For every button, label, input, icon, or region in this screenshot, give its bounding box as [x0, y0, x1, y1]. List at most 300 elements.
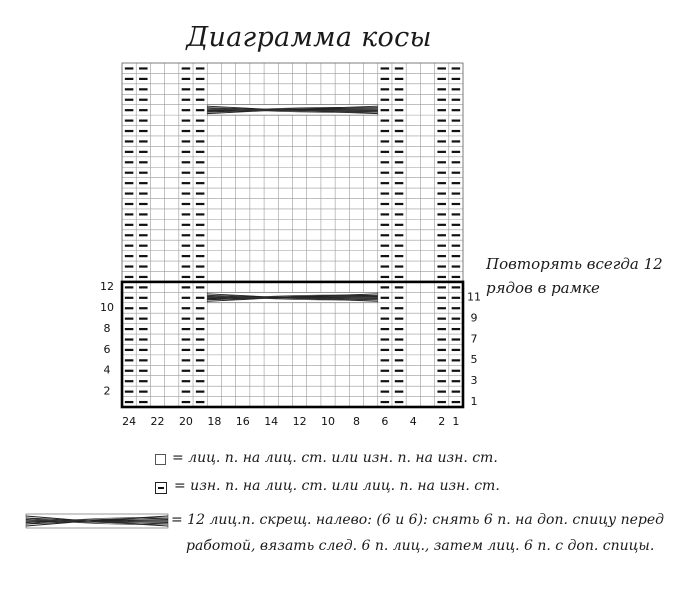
purl-dash — [452, 276, 461, 278]
purl-dash — [437, 401, 446, 403]
purl-dash — [139, 192, 148, 194]
row-number-label-left: 4 — [103, 363, 111, 377]
purl-dash — [125, 140, 134, 142]
purl-dash — [139, 255, 148, 257]
purl-dash — [452, 192, 461, 194]
purl-dash — [196, 151, 205, 153]
purl-dash — [139, 203, 148, 205]
purl-dash — [381, 380, 390, 382]
purl-dash — [125, 67, 134, 69]
purl-dash — [182, 203, 191, 205]
purl-dash — [196, 119, 205, 121]
purl-dash — [381, 286, 390, 288]
purl-dash — [196, 255, 205, 257]
purl-dash — [139, 172, 148, 174]
purl-dash — [182, 255, 191, 257]
purl-dash — [196, 234, 205, 236]
purl-dash — [125, 307, 134, 309]
purl-dash — [125, 192, 134, 194]
purl-dash — [395, 401, 404, 403]
purl-dash — [196, 140, 205, 142]
purl-dash — [437, 182, 446, 184]
purl-dash — [452, 401, 461, 403]
purl-dash — [125, 370, 134, 372]
column-number-label: 24 — [122, 415, 137, 428]
purl-dash — [196, 297, 205, 299]
purl-dash — [196, 224, 205, 226]
purl-dash — [182, 88, 191, 90]
purl-dash — [182, 359, 191, 361]
purl-dash — [452, 349, 461, 351]
purl-dash — [437, 213, 446, 215]
purl-dash — [139, 213, 148, 215]
purl-dash — [395, 203, 404, 205]
cable-crossing — [207, 292, 378, 302]
purl-dash — [395, 182, 404, 184]
purl-dash — [381, 67, 390, 69]
purl-dash — [452, 182, 461, 184]
purl-dash — [452, 151, 461, 153]
purl-dash — [139, 130, 148, 132]
cable-crossing — [207, 105, 378, 115]
purl-dash — [437, 328, 446, 330]
purl-dash — [381, 245, 390, 247]
purl-dash — [125, 359, 134, 361]
purl-dash — [381, 109, 390, 111]
column-number-label: 22 — [150, 415, 165, 428]
purl-dash — [125, 401, 134, 403]
legend-cable-symbol — [26, 514, 168, 528]
purl-dash — [139, 140, 148, 142]
purl-dash — [437, 234, 446, 236]
purl-dash — [395, 328, 404, 330]
purl-dash — [381, 255, 390, 257]
purl-dash — [139, 307, 148, 309]
purl-dash — [437, 307, 446, 309]
purl-dash — [395, 234, 404, 236]
purl-dash — [437, 203, 446, 205]
purl-dash — [452, 307, 461, 309]
purl-dash — [125, 224, 134, 226]
purl-dash — [395, 78, 404, 80]
purl-dash — [437, 172, 446, 174]
purl-dash — [139, 119, 148, 121]
purl-dash — [182, 234, 191, 236]
purl-dash — [395, 172, 404, 174]
purl-dash — [437, 286, 446, 288]
purl-dash — [196, 161, 205, 163]
purl-dash — [395, 286, 404, 288]
purl-dash — [139, 359, 148, 361]
purl-dash — [437, 359, 446, 361]
purl-dash — [381, 140, 390, 142]
purl-dash — [125, 172, 134, 174]
purl-dash — [196, 78, 205, 80]
row-number-label-left: 12 — [100, 280, 114, 294]
purl-dash — [395, 255, 404, 257]
purl-dash — [139, 88, 148, 90]
purl-dash — [139, 224, 148, 226]
purl-dash — [395, 307, 404, 309]
purl-dash — [139, 182, 148, 184]
purl-dash — [452, 370, 461, 372]
purl-dash — [452, 380, 461, 382]
legend-purl-text: = изн. п. на лиц. ст. или лиц. п. на изн. ст. — [174, 478, 500, 494]
purl-dash — [182, 78, 191, 80]
purl-dash — [437, 245, 446, 247]
purl-dash — [437, 380, 446, 382]
purl-dash — [196, 88, 205, 90]
purl-dash — [125, 119, 134, 121]
purl-dash — [182, 119, 191, 121]
purl-dash — [182, 245, 191, 247]
purl-dash — [196, 130, 205, 132]
purl-dash — [196, 401, 205, 403]
purl-dash — [196, 213, 205, 215]
purl-dash — [395, 359, 404, 361]
purl-dash — [196, 203, 205, 205]
row-number-label-right: 7 — [470, 332, 478, 346]
purl-dash — [437, 67, 446, 69]
purl-dash — [196, 286, 205, 288]
purl-dash — [381, 78, 390, 80]
purl-dash — [182, 213, 191, 215]
purl-dash — [125, 328, 134, 330]
purl-dash — [452, 245, 461, 247]
purl-dash — [452, 67, 461, 69]
purl-dash — [395, 88, 404, 90]
row-number-label-right: 1 — [470, 394, 478, 408]
legend-purl-symbol — [155, 482, 167, 494]
purl-dash — [437, 338, 446, 340]
purl-dash — [139, 349, 148, 351]
column-number-label: 12 — [292, 415, 307, 428]
column-number-label: 10 — [321, 415, 336, 428]
purl-dash — [452, 234, 461, 236]
purl-dash — [381, 370, 390, 372]
purl-dash — [182, 380, 191, 382]
purl-dash — [437, 318, 446, 320]
purl-dash — [196, 370, 205, 372]
purl-dash — [125, 161, 134, 163]
purl-dash — [437, 119, 446, 121]
purl-dash — [452, 213, 461, 215]
purl-dash — [437, 151, 446, 153]
purl-dash — [452, 286, 461, 288]
purl-dash — [196, 328, 205, 330]
purl-dash — [196, 307, 205, 309]
purl-dash — [452, 78, 461, 80]
row-number-label-left: 10 — [100, 301, 114, 315]
purl-dash — [452, 255, 461, 257]
purl-dash — [182, 307, 191, 309]
purl-dash — [395, 318, 404, 320]
purl-dash — [395, 192, 404, 194]
purl-dash — [139, 328, 148, 330]
purl-dash — [182, 391, 191, 393]
purl-dash — [125, 109, 134, 111]
purl-dash — [139, 151, 148, 153]
purl-dash — [437, 192, 446, 194]
purl-dash — [395, 349, 404, 351]
purl-dash — [196, 359, 205, 361]
row-number-label-right: 9 — [470, 311, 478, 325]
purl-dash — [196, 109, 205, 111]
purl-dash — [182, 224, 191, 226]
purl-dash — [437, 265, 446, 267]
purl-dash — [125, 151, 134, 153]
purl-dash — [395, 338, 404, 340]
purl-dash — [381, 338, 390, 340]
purl-dash — [452, 203, 461, 205]
purl-dash — [395, 297, 404, 299]
purl-dash — [125, 297, 134, 299]
purl-dash — [125, 318, 134, 320]
purl-dash — [452, 391, 461, 393]
purl-dash — [395, 265, 404, 267]
repeat-note-line-1: Повторять всегда 12 — [486, 255, 663, 273]
purl-dash — [182, 182, 191, 184]
purl-dash — [395, 370, 404, 372]
purl-dash — [381, 213, 390, 215]
column-number-label: 14 — [264, 415, 279, 428]
purl-dash — [196, 265, 205, 267]
purl-dash — [395, 67, 404, 69]
column-number-label: 1 — [452, 415, 460, 428]
purl-dash — [452, 328, 461, 330]
column-number-label: 4 — [409, 415, 417, 428]
purl-dash — [139, 318, 148, 320]
purl-dash — [452, 130, 461, 132]
purl-dash — [139, 99, 148, 101]
purl-dash — [452, 224, 461, 226]
purl-dash — [125, 265, 134, 267]
purl-dash — [182, 370, 191, 372]
purl-dash — [437, 99, 446, 101]
purl-dash — [125, 338, 134, 340]
purl-dash — [182, 338, 191, 340]
purl-dash — [452, 161, 461, 163]
purl-dash — [381, 182, 390, 184]
purl-dash — [196, 391, 205, 393]
purl-dash — [182, 151, 191, 153]
purl-dash — [196, 99, 205, 101]
purl-dash — [381, 307, 390, 309]
purl-dash — [139, 380, 148, 382]
purl-dash — [196, 338, 205, 340]
purl-dash — [125, 349, 134, 351]
purl-dash — [125, 245, 134, 247]
diagram-title: Диаграмма косы — [186, 22, 432, 53]
purl-dash — [182, 349, 191, 351]
purl-dash — [139, 161, 148, 163]
purl-dash — [381, 328, 390, 330]
purl-dash — [182, 297, 191, 299]
legend-cable-text-line-1: = 12 лиц.п. скрещ. налево: (6 и 6): снять 6 п. на доп. спицу перед — [171, 512, 665, 528]
column-number-label: 16 — [235, 415, 250, 428]
purl-dash — [395, 213, 404, 215]
purl-dash — [139, 338, 148, 340]
legend-cable-text-line-2: работой, вязать след. 6 п. лиц., затем лиц. 6 п. с доп. спицы. — [186, 538, 655, 554]
purl-dash — [139, 78, 148, 80]
purl-dash — [381, 297, 390, 299]
purl-dash — [395, 276, 404, 278]
purl-dash — [196, 245, 205, 247]
purl-dash — [182, 161, 191, 163]
purl-dash — [381, 203, 390, 205]
purl-dash — [182, 192, 191, 194]
purl-dash — [452, 109, 461, 111]
purl-dash — [395, 380, 404, 382]
purl-dash — [139, 370, 148, 372]
row-number-label-left: 8 — [103, 321, 111, 335]
purl-dash — [452, 140, 461, 142]
purl-dash — [452, 88, 461, 90]
purl-dash — [139, 297, 148, 299]
purl-dash — [182, 318, 191, 320]
purl-dash — [452, 359, 461, 361]
purl-dash — [452, 318, 461, 320]
purl-dash — [381, 130, 390, 132]
purl-dash — [139, 401, 148, 403]
purl-dash — [196, 318, 205, 320]
purl-dash — [125, 78, 134, 80]
purl-dash — [139, 109, 148, 111]
column-number-label: 6 — [381, 415, 389, 428]
purl-dash — [125, 99, 134, 101]
purl-dash — [437, 88, 446, 90]
purl-dash — [196, 192, 205, 194]
purl-dash — [381, 265, 390, 267]
purl-dash — [452, 119, 461, 121]
purl-dash — [395, 140, 404, 142]
purl-dash — [437, 161, 446, 163]
purl-dash — [437, 224, 446, 226]
purl-dash — [437, 349, 446, 351]
row-number-label-right: 11 — [467, 290, 481, 304]
purl-dash — [139, 265, 148, 267]
purl-dash — [381, 224, 390, 226]
legend-knit-text: = лиц. п. на лиц. ст. или изн. п. на изн. ст. — [172, 450, 498, 466]
legend-knit-symbol — [155, 454, 166, 465]
row-number-label-left: 2 — [103, 384, 111, 398]
purl-dash — [395, 119, 404, 121]
purl-dash — [182, 67, 191, 69]
purl-dash — [381, 119, 390, 121]
repeat-note-line-2: рядов в рамке — [486, 279, 600, 297]
purl-dash — [395, 224, 404, 226]
purl-dash — [196, 276, 205, 278]
column-number-label: 2 — [438, 415, 446, 428]
purl-dash — [437, 370, 446, 372]
purl-dash — [196, 172, 205, 174]
purl-dash — [452, 265, 461, 267]
purl-dash — [182, 99, 191, 101]
purl-dash — [395, 161, 404, 163]
purl-dash — [182, 286, 191, 288]
purl-dash — [196, 380, 205, 382]
purl-dash — [125, 380, 134, 382]
purl-dash — [125, 182, 134, 184]
column-number-label: 18 — [207, 415, 222, 428]
purl-dash — [125, 203, 134, 205]
purl-dash — [125, 276, 134, 278]
purl-dash — [139, 286, 148, 288]
purl-dash — [125, 88, 134, 90]
purl-dash — [125, 213, 134, 215]
purl-dash — [381, 276, 390, 278]
purl-dash — [437, 140, 446, 142]
purl-dash — [395, 99, 404, 101]
purl-dash — [381, 192, 390, 194]
purl-dash — [381, 318, 390, 320]
purl-dash — [381, 99, 390, 101]
purl-dash — [452, 338, 461, 340]
row-number-label-left: 6 — [103, 342, 111, 356]
purl-dash — [139, 67, 148, 69]
purl-dash — [381, 401, 390, 403]
legend-cable-crossing — [26, 514, 168, 528]
purl-dash — [395, 245, 404, 247]
purl-dash — [196, 182, 205, 184]
purl-dash — [437, 391, 446, 393]
purl-dash — [437, 297, 446, 299]
purl-dash — [452, 99, 461, 101]
purl-dash — [196, 67, 205, 69]
purl-dash — [182, 140, 191, 142]
column-number-label: 8 — [352, 415, 360, 428]
purl-dash — [395, 130, 404, 132]
purl-dash — [437, 255, 446, 257]
purl-dash — [395, 109, 404, 111]
purl-dash — [139, 234, 148, 236]
purl-dash — [381, 172, 390, 174]
purl-dash — [381, 359, 390, 361]
purl-dash — [125, 286, 134, 288]
row-number-label-right: 3 — [470, 374, 478, 388]
purl-dash — [125, 255, 134, 257]
purl-dash — [139, 391, 148, 393]
purl-dash — [125, 391, 134, 393]
purl-dash — [437, 78, 446, 80]
purl-dash — [437, 130, 446, 132]
purl-dash — [381, 391, 390, 393]
purl-dash — [452, 297, 461, 299]
purl-dash — [139, 245, 148, 247]
purl-dash — [182, 130, 191, 132]
purl-dash — [437, 276, 446, 278]
purl-dash — [395, 391, 404, 393]
purl-dash — [139, 276, 148, 278]
purl-dash — [125, 234, 134, 236]
purl-dash — [395, 151, 404, 153]
purl-dash — [182, 109, 191, 111]
purl-dash — [381, 88, 390, 90]
purl-dash — [182, 401, 191, 403]
purl-dash — [381, 234, 390, 236]
purl-dash — [437, 109, 446, 111]
purl-dash — [381, 151, 390, 153]
purl-dash — [125, 130, 134, 132]
purl-dash — [182, 328, 191, 330]
purl-dash — [196, 349, 205, 351]
purl-dash — [182, 265, 191, 267]
purl-dash — [381, 349, 390, 351]
purl-dash — [182, 172, 191, 174]
purl-dash — [381, 161, 390, 163]
purl-dash — [452, 172, 461, 174]
purl-dash — [182, 276, 191, 278]
